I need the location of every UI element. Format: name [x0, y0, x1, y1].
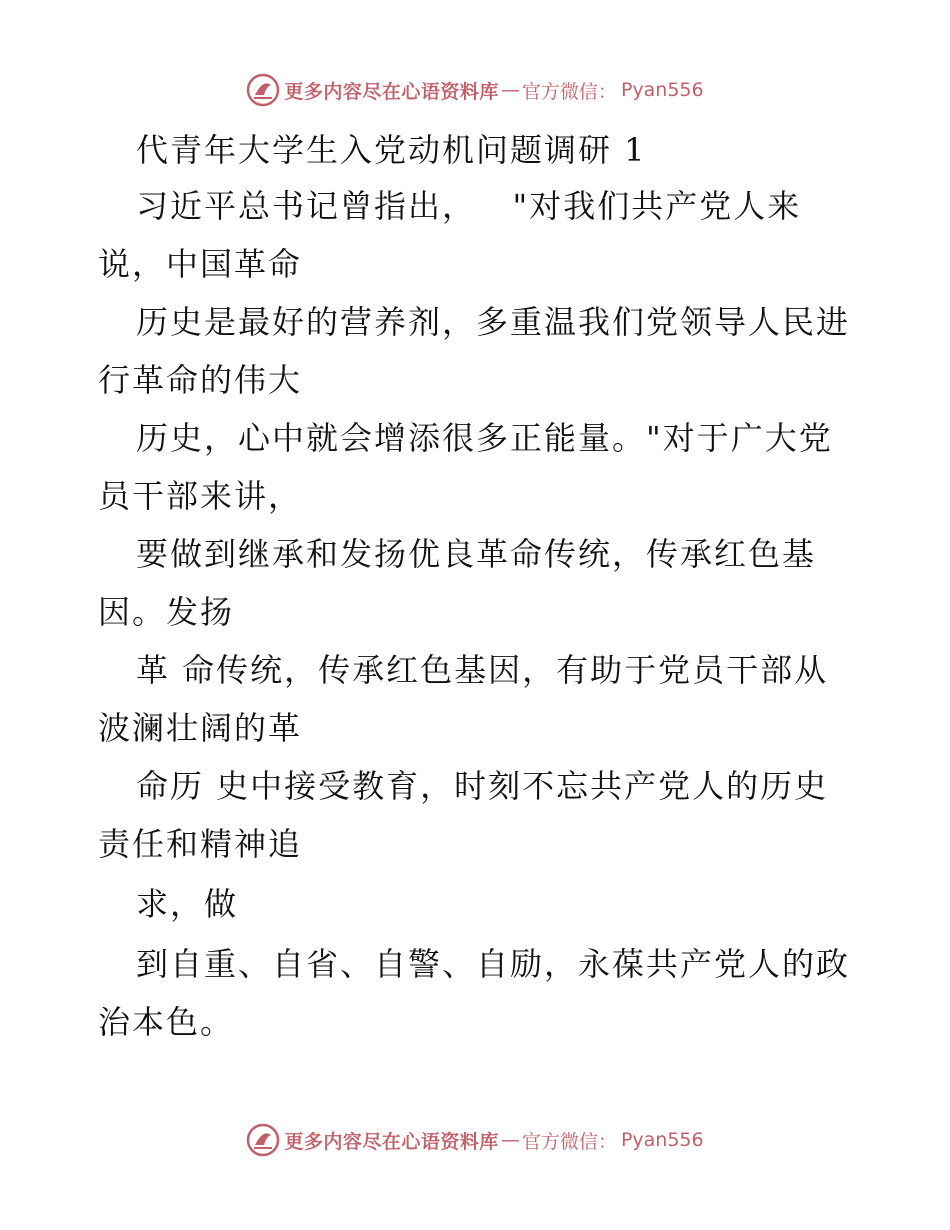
text-line: 习近平总书记曾指出， "对我们共产党人来 [136, 187, 802, 225]
watermark-dash: — [500, 1129, 520, 1151]
text-line: 要做到继承和发扬优良革命传统，传承红色基 [136, 535, 817, 573]
text-line: 到自重、自省、自警、自励，永葆共产党人的政 [136, 945, 851, 983]
watermark-id: Pyan556 [620, 79, 704, 101]
text-line: 员干部来讲， [98, 477, 303, 515]
book-logo-icon [246, 73, 280, 107]
book-logo-icon [246, 1123, 280, 1157]
header-watermark [0, 70, 950, 110]
text-line: 历史，心中就会增添很多正能量。"对于广大党 [136, 419, 833, 457]
text-line: 代青年大学生入党动机问题调研 1 [136, 131, 647, 169]
watermark-id: Pyan556 [620, 1129, 704, 1151]
text-line: 波澜壮阔的革 [98, 709, 303, 747]
text-line: 行革命的伟大 [98, 361, 303, 399]
watermark-dash: — [500, 79, 520, 101]
text-line: 革 命传统，传承红色基因，有助于党员干部从 [136, 651, 829, 689]
watermark-sub: 官方微信： [521, 80, 617, 103]
watermark-text: 更多内容尽在心语资料库 [284, 1130, 499, 1153]
text-line: 治本色。 [98, 1003, 235, 1041]
text-line: 求，做 [136, 885, 239, 923]
watermark-text: 更多内容尽在心语资料库 [284, 80, 499, 103]
text-line: 历史是最好的营养剂，多重温我们党领导人民进 [136, 303, 851, 341]
text-line: 说，中国革命 [98, 245, 303, 283]
watermark-sub: 官方微信： [521, 1130, 617, 1153]
text-line: 责任和精神追 [98, 825, 303, 863]
footer-watermark [0, 1120, 950, 1160]
text-line: 命历 史中接受教育，时刻不忘共产党人的历史 [136, 767, 829, 805]
text-line: 因。发扬 [98, 593, 235, 631]
